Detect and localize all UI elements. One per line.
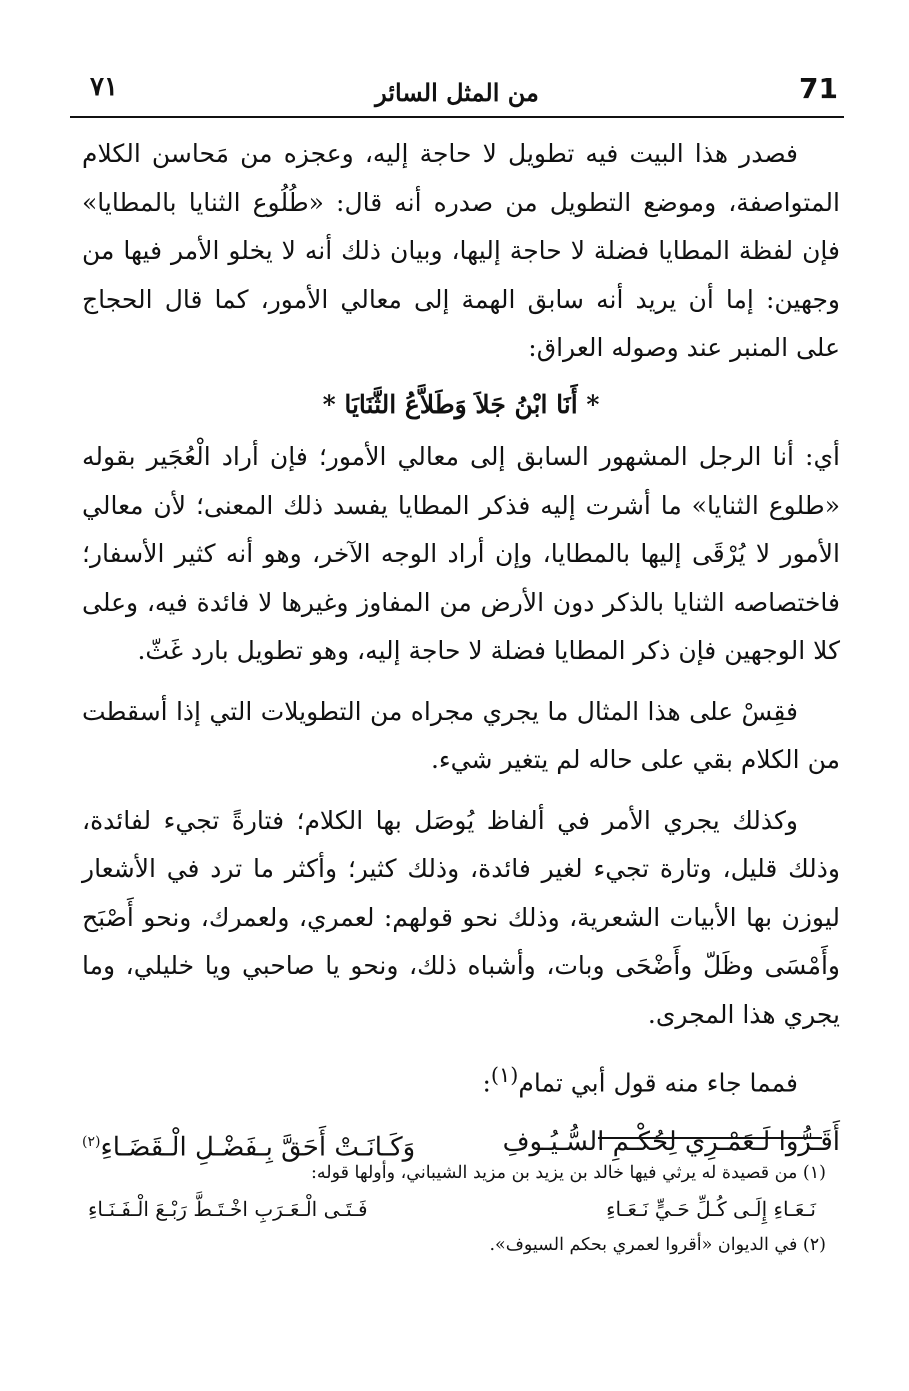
quoted-verse: * أَنَا ابْنُ جَلاَ وَطَلاَّعُ الثَّنَايَا * (322, 389, 600, 419)
footnote-1: (١) من قصيدة له يرثي فيها خالد بن يزيد بن مزيد الشيباني، وأولها قوله: (310, 1163, 826, 1183)
paragraph-5 (82, 1051, 840, 1108)
footnote-ref-1: (١) (490, 1063, 519, 1087)
paragraph-4: وكذلك يجري الأمر في ألفاظ يُوصَل بها الكلام؛ فتارةً تجيء لفائدة، وذلك قليل، وتارة تجيء لغير فائدة، وذلك كثير؛ وأكثر ما ترد في الأشعار ليوزن بها الأبيات الشعرية، وذلك نحو قولهم: لعمري، ولعمرك، ونحو أَصْبَح وأَمْسَى وظَلّ وأَضْحَى وبات، وأشباه ذلك، ونحو يا صاحبي ويا خليلي، وما يجري هذا المجرى. (82, 805, 840, 1029)
paragraph-1: فصدر هذا البيت فيه تطويل لا حاجة إليه، وعجزه من مَحاسن الكلام المتواصفة، وموضع التطويل من صدره أنه قال: «طُلُوع الثنايا بالمطايا» فإن لفظة المطايا فضلة لا حاجة إليها، وبيان ذلك أنه لا يخلو الأمر فيها من وجهين: إما أن يريد أنه سابق الهمة إلى معالي الأمور، كما قال الحجاج على المنبر عند وصوله العراق: (82, 139, 840, 362)
paragraph-2: أي: أنا الرجل المشهور السابق إلى معالي الأمور؛ فإن أراد الْعُجَير بقوله «طلوع الثنايا» ما أشرت إليه فذكر المطايا يفسد ذلك المعنى؛ لأن معالي الأمور لا يُرْقَى إليها بالمطايا، وإن أراد الوجه الآخر، وهو أنه كثير الأسفار؛ فاختصاصه الثنايا بالذكر دون الأرض من المفاوز وغيرها لا فائدة فيه، وعلى كلا الوجهين فإن ذكر المطايا فضلة لا حاجة إليه، وهو تطويل بارد غَثّ. (82, 442, 840, 665)
footnote-2: (٢) في الديوان «أقروا لعمري بحكم السيوف». (489, 1235, 826, 1255)
main-text (82, 130, 840, 1175)
footnote-1-hemistich-2: فَـتَـى الْـعَـرَبِ اخْـتَـطَّ رَبْـعَ الْـفَـنَـاءِ (88, 1197, 368, 1221)
paragraph-5-text: فمما جاء منه قول أبي تمام (518, 1068, 798, 1098)
footnote-ref-2: (٢) (82, 1133, 101, 1150)
page-header (70, 66, 844, 118)
footnote-1-hemistich-1: نَـعَـاءِ إِلَـى كُـلِّ حَـيٍّ نَـعَـاءِ (606, 1197, 816, 1221)
page-number-arabic: ٧١ (90, 72, 118, 102)
running-title: من المثل السائر (375, 78, 539, 107)
paragraph-3: فقِسْ على هذا المثال ما يجري مجراه من التطويلات التي إذا أسقطت من الكلام بقي على حاله لم يتغير شيء. (82, 696, 840, 774)
footnote-1-verse (78, 1191, 826, 1227)
poem-hemistich-2: وَكَـانَـتْ أَحَقَّ بِـفَضْـلِ الْـقَضَـاءِ (100, 1132, 416, 1163)
poem-hemistich-1: أَقَـرُّوا لَـعَمْـرِي لِحُكْـمِ السُّـيُـوفِ (502, 1126, 840, 1157)
footnotes (78, 1155, 826, 1263)
paragraph-5-tail: : (482, 1068, 491, 1098)
footnote-divider (598, 1137, 822, 1139)
page-number-latin: 71 (799, 72, 838, 105)
